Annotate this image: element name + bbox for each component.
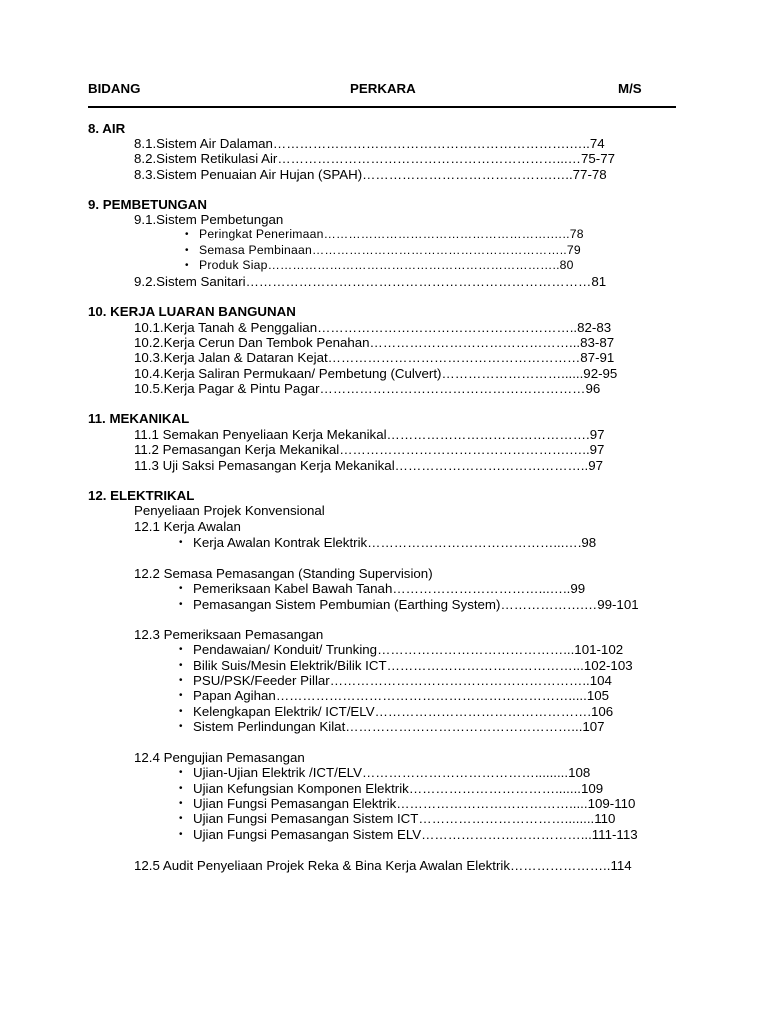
- toc-entry: 11.3 Uji Saksi Pemasangan Kerja Mekanikal……………………………………..97: [134, 458, 603, 473]
- section-heading-elektrikal: 12. ELEKTRIKAL: [88, 488, 195, 503]
- toc-bullet-entry: • Bilik Suis/Mesin Elektrik/Bilik ICT……………………………………...102-103: [193, 658, 633, 673]
- toc-bullet-entry: • Pemasangan Sistem Pembumian (Earthing System)……………….…99-101: [193, 597, 639, 612]
- header-ms: M/S: [618, 81, 642, 96]
- toc-entry: 10.3.Kerja Jalan & Dataran Kejat…………………………………………………87-91: [134, 350, 615, 365]
- toc-entry: 10.4.Kerja Saliran Permukaan/ Pembetung (Culvert)………………………......92-95: [134, 366, 618, 381]
- toc-bullet-entry: • Sistem Perlindungan Kilat……………………………………………...107: [193, 719, 605, 734]
- toc-bullet-entry: • Pendawaian/ Konduit/ Trunking……………………………………...101-102: [193, 642, 623, 657]
- toc-entry: 10.5.Kerja Pagar & Pintu Pagar……………………………………………………96: [134, 381, 601, 396]
- header-perkara: PERKARA: [350, 81, 416, 96]
- toc-entry: 8.3.Sistem Penuaian Air Hujan (SPAH)…………………………………….…..77-78: [134, 167, 607, 182]
- toc-entry: 8.2.Sistem Retikulasi Air………………………………………………………...…75-77: [134, 151, 615, 166]
- toc-entry: 9.2.Sistem Sanitari……………………………………………………………………81: [134, 274, 607, 289]
- toc-bullet-entry: • Ujian Fungsi Pemasangan Elektrik………………………………….....109-110: [193, 796, 635, 811]
- toc-bullet-entry: • Pemeriksaan Kabel Bawah Tanah……………………………...…..99: [193, 581, 585, 596]
- toc-entry: 10.2.Kerja Cerun Dan Tembok Penahan………………………………………...83-87: [134, 335, 615, 350]
- toc-entry: 11.1 Semakan Penyeliaan Kerja Mekanikal……………………………………….97: [134, 427, 605, 442]
- toc-bullet-entry: • PSU/PSK/Feeder Pillar…………………………………………………..104: [193, 673, 612, 688]
- toc-bullet-entry: • Peringkat Penerimaan……………………………………………….…..78: [199, 227, 584, 242]
- toc-entry: 11.2 Pemasangan Kerja Mekanikal…………………………………………….…..97: [134, 442, 605, 457]
- toc-subheading: 12.3 Pemeriksaan Pemasangan: [134, 627, 324, 642]
- header-rule: [88, 106, 676, 108]
- toc-subheading: 9.1.Sistem Pembetungan: [134, 212, 284, 227]
- toc-bullet-entry: • Ujian Fungsi Pemasangan Sistem ICT……………………………........110: [193, 811, 615, 826]
- section-heading-air: 8. AIR: [88, 121, 126, 136]
- header-bidang: BIDANG: [88, 81, 141, 96]
- section-heading-mekanikal: 11. MEKANIKAL: [88, 411, 190, 426]
- toc-subheading: 12.1 Kerja Awalan: [134, 519, 241, 534]
- toc-bullet-entry: • Ujian-Ujian Elektrik /ICT/ELV………………………………….........108: [193, 765, 590, 780]
- section-heading-pembetungan: 9. PEMBETUNGAN: [88, 197, 207, 212]
- toc-bullet-entry: • Kerja Awalan Kontrak Elektrik……………………………………...….98: [193, 535, 596, 550]
- toc-bullet-entry: • Ujian Kefungsian Komponen Elektrik…………………………….......109: [193, 781, 603, 796]
- toc-bullet-entry: • Produk Siap……………………………………………………………..80: [199, 258, 574, 273]
- toc-subheading: 12.2 Semasa Pemasangan (Standing Supervision): [134, 566, 433, 581]
- toc-subheading: 12.4 Pengujian Pemasangan: [134, 750, 305, 765]
- toc-bullet-entry: • Kelengkapan Elektrik/ ICT/ELV………………………………………….106: [193, 704, 613, 719]
- toc-bullet-entry: • Papan Agihan………………………………………………………….....105: [193, 688, 609, 703]
- toc-subheading: Penyeliaan Projek Konvensional: [134, 503, 325, 518]
- toc-bullet-entry: • Ujian Fungsi Pemasangan Sistem ELV………………………………...111-113: [193, 827, 638, 842]
- toc-entry: 10.1.Kerja Tanah & Penggalian…………………………………………………..82-83: [134, 320, 612, 335]
- toc-entry: 12.5 Audit Penyeliaan Projek Reka & Bina Kerja Awalan Elektrik…………………..114: [134, 858, 632, 873]
- section-heading-kerja-luaran: 10. KERJA LUARAN BANGUNAN: [88, 304, 296, 319]
- toc-bullet-entry: • Semasa Pembinaan……………………………………………………..79: [199, 243, 581, 258]
- toc-entry: 8.1.Sistem Air Dalaman………………………………………………………….…..74: [134, 136, 605, 151]
